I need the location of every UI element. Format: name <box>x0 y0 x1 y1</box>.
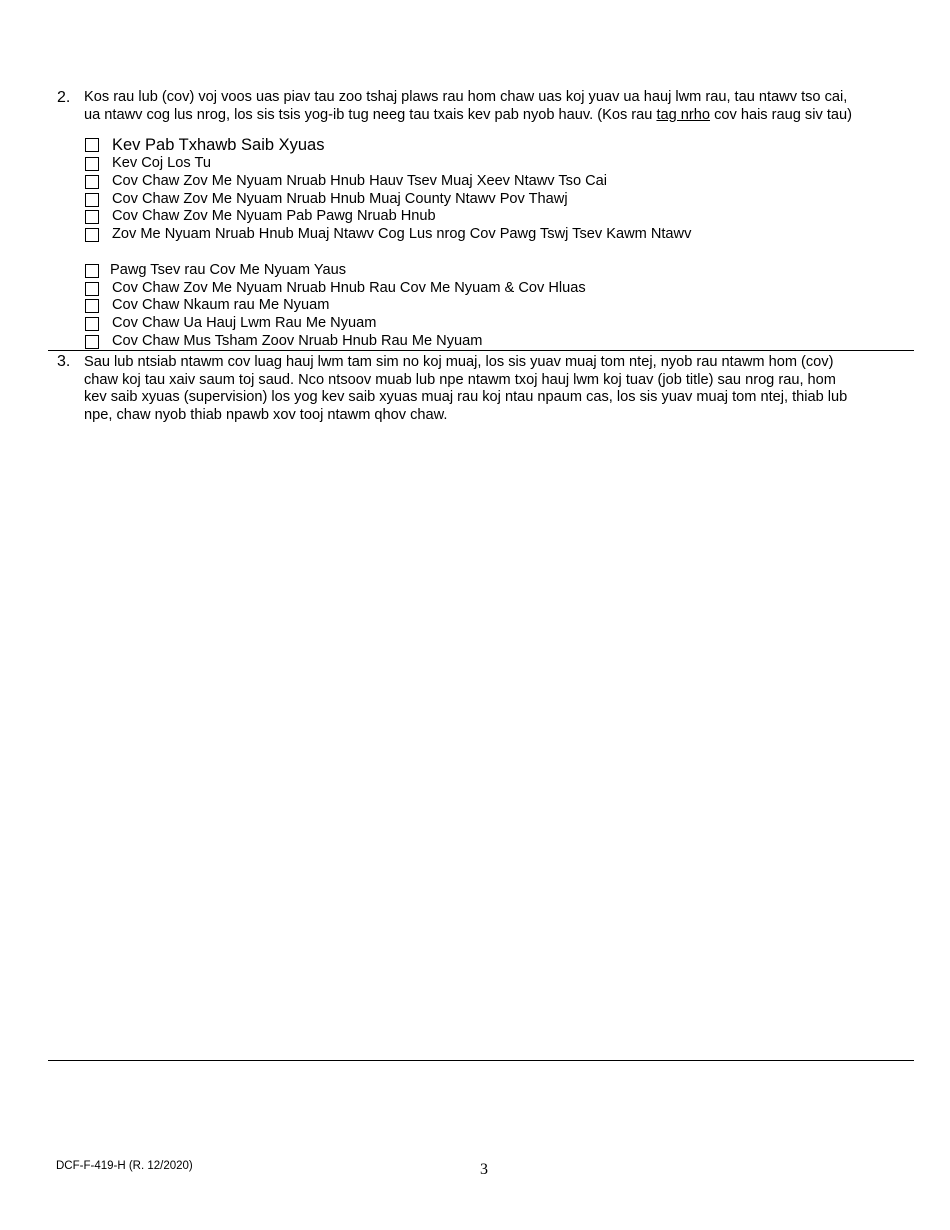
question-3-answer-area[interactable] <box>48 430 914 1055</box>
facility-option-7 <box>85 280 805 298</box>
page-number: 3 <box>480 1161 488 1178</box>
facility-option-9 <box>85 315 805 333</box>
question-3-line-1: Sau lub ntsiab ntawm cov luag hauj lwm tam sim no koj muaj, los sis yuav muaj tom ntej, nyob rau ntawm hom (cov) <box>84 354 834 370</box>
facility-option-5 <box>85 226 805 262</box>
facility-option-1 <box>85 155 805 173</box>
question-3-line-3: kev saib xyuas (supervision) los yog kev saib xyuas muaj rau koj ntau npaum cas, los sis yuav muaj tom ntej, thiab lub <box>84 389 848 406</box>
question-2-line-2 <box>84 107 914 125</box>
facility-option-3 <box>85 191 805 209</box>
option-label: Cov Chaw Nkaum rau Me Nyuam <box>112 297 330 314</box>
facility-option-2 <box>85 173 805 191</box>
option-label: Kev Coj Los Tu <box>112 155 211 171</box>
question-3-line-2: chaw koj tau xaiv saum toj saud. Nco ntsoov muab lub npe ntawm txoj hauj lwm koj tuav (job title) sau nrog rau, hom <box>84 371 836 388</box>
option-label: Pawg Tsev rau Cov Me Nyuam Yaus <box>110 261 347 278</box>
facility-option-0 <box>85 135 805 155</box>
question-2-line-1: Kos rau lub (cov) voj voos uas piav tau zoo tshaj plaws rau hom chaw uas koj yuav ua hauj lwm rau, tau ntawv tso cai, <box>84 89 848 105</box>
checkbox[interactable] <box>85 264 99 278</box>
question-2-number: 2. <box>57 89 71 106</box>
question-2-all-emphasis: tag nrho <box>656 106 711 123</box>
facility-option-8 <box>85 297 805 315</box>
checkbox[interactable] <box>85 210 99 224</box>
question-3-number: 3. <box>57 353 71 370</box>
option-label: Kev Pab Txhawb Saib Xyuas <box>112 136 325 154</box>
option-label: Cov Chaw Zov Me Nyuam Nruab Hnub Muaj County Ntawv Pov Thawj <box>112 190 568 207</box>
option-label: Zov Me Nyuam Nruab Hnub Muaj Ntawv Cog Lus nrog Cov Pawg Tswj Tsev Kawm Ntawv <box>112 226 692 243</box>
checkbox[interactable] <box>85 282 99 296</box>
option-label: Cov Chaw Mus Tsham Zoov Nruab Hnub Rau Me Nyuam <box>112 332 483 349</box>
question-2-text <box>84 89 914 124</box>
form-code: DCF-F-419-H (R. 12/2020) <box>56 1160 193 1172</box>
checkbox[interactable] <box>85 228 99 242</box>
question-2-line-2-end: cov hais raug siv tau) <box>710 106 852 123</box>
checkbox[interactable] <box>85 138 99 152</box>
checkbox[interactable] <box>85 335 99 349</box>
question-2-line-2-start: ua ntawv cog lus nrog, los sis tsis yog-ib tug neeg tau txais kev pab nyob hauv. (Kos rau <box>84 106 657 123</box>
checkbox[interactable] <box>85 193 99 207</box>
answer-area-bottom-rule <box>48 1060 914 1061</box>
facility-option-6 <box>85 262 805 280</box>
checkbox[interactable] <box>85 175 99 189</box>
option-label: Cov Chaw Zov Me Nyuam Nruab Hnub Hauv Tsev Muaj Xeev Ntawv Tso Cai <box>112 172 608 189</box>
question-3-line-4: npe, chaw nyob thiab npawb xov tooj ntawm qhov chaw. <box>84 406 448 423</box>
question-3-text <box>84 354 914 424</box>
checkbox[interactable] <box>85 157 99 171</box>
checkbox[interactable] <box>85 317 99 331</box>
checkbox[interactable] <box>85 299 99 313</box>
section-divider <box>48 350 914 351</box>
option-label: Cov Chaw Zov Me Nyuam Pab Pawg Nruab Hnub <box>112 208 436 225</box>
facility-option-10 <box>85 333 805 351</box>
facility-option-4 <box>85 208 805 226</box>
option-label: Cov Chaw Ua Hauj Lwm Rau Me Nyuam <box>112 315 377 332</box>
facility-type-checklist <box>85 135 805 351</box>
option-label: Cov Chaw Zov Me Nyuam Nruab Hnub Rau Cov Me Nyuam & Cov Hluas <box>112 279 586 296</box>
